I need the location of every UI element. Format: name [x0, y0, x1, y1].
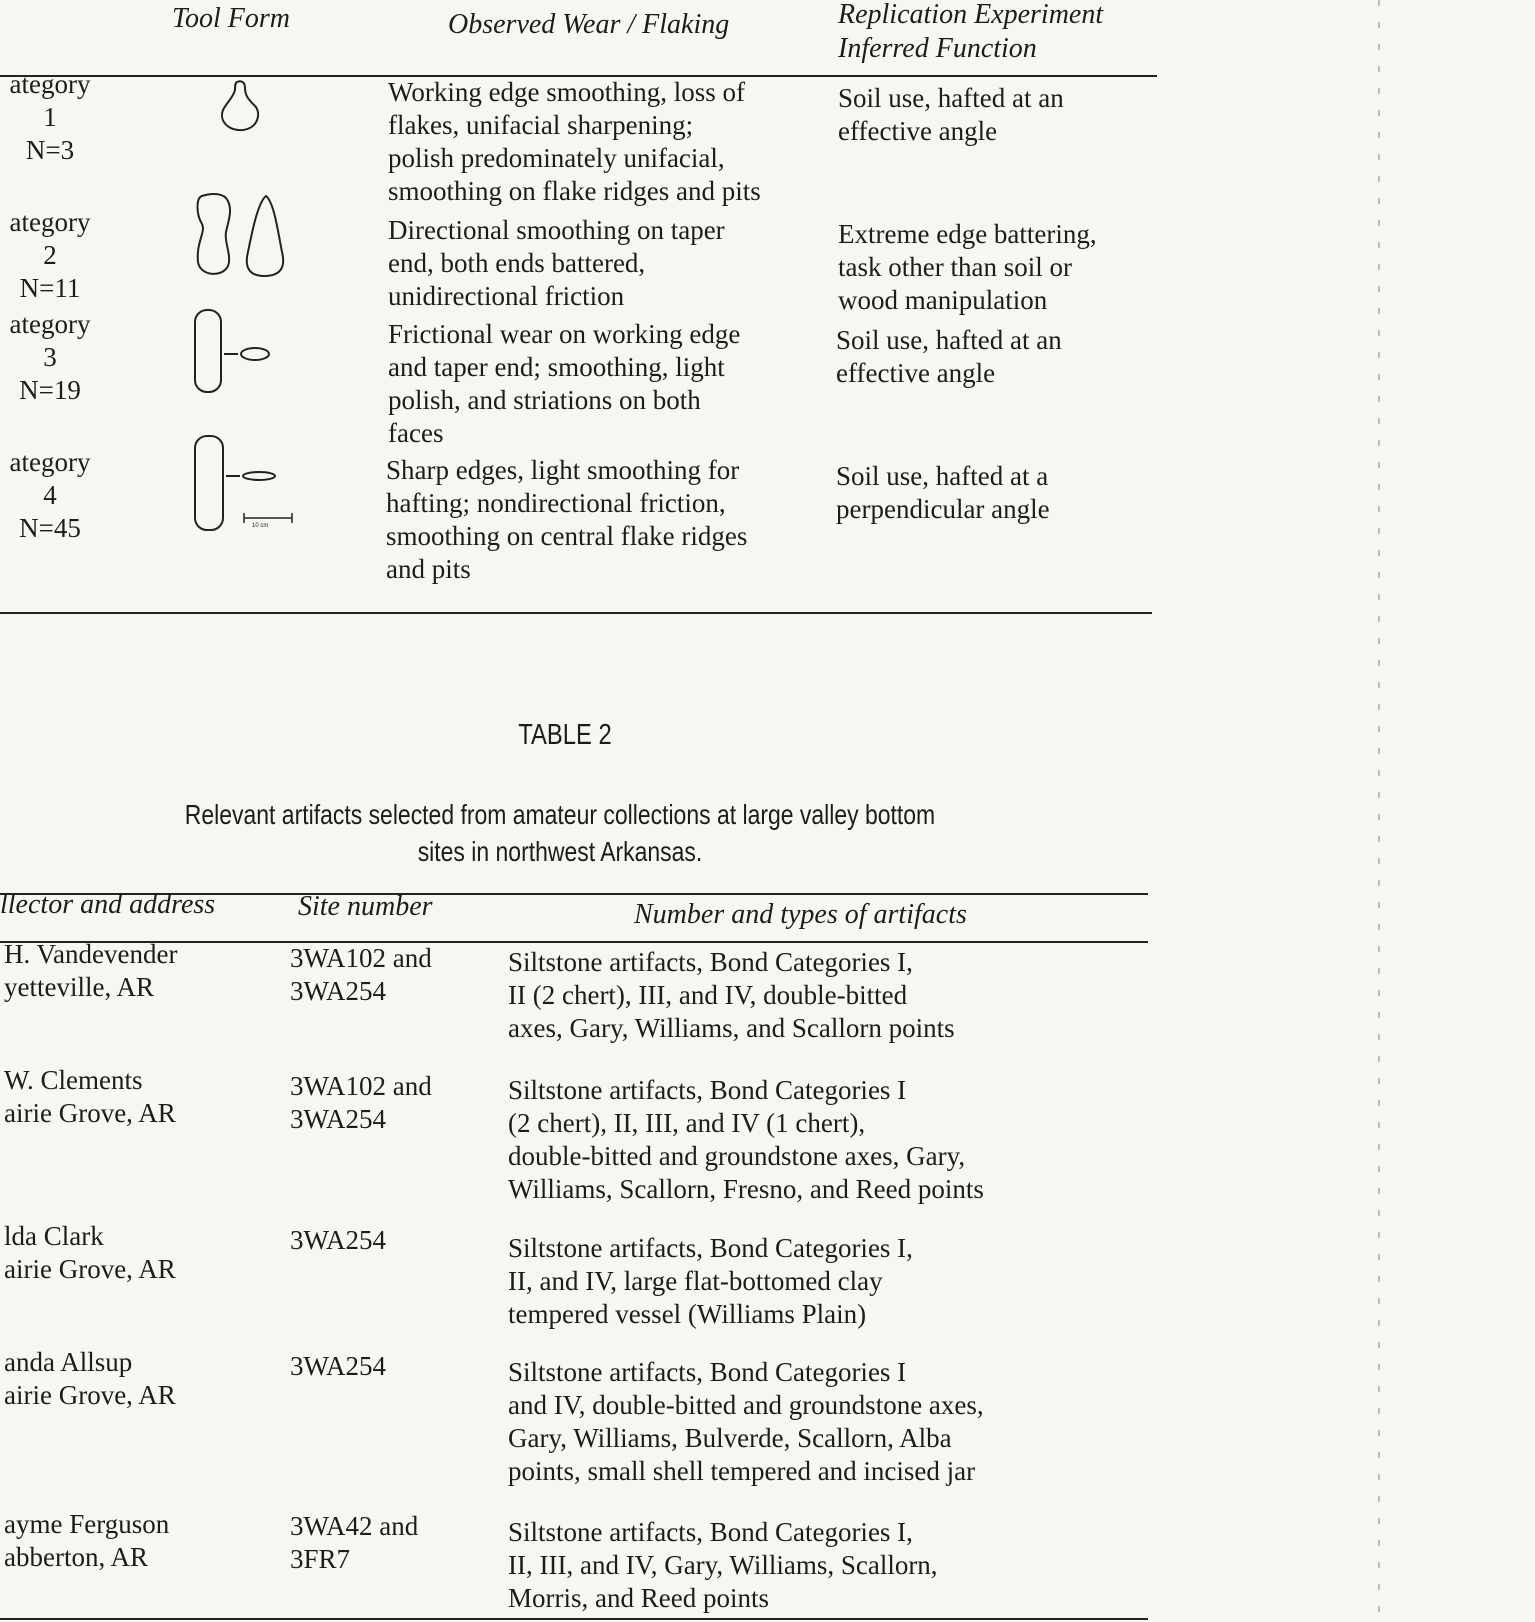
t2-row1-artifacts: Siltstone artifacts, Bond Categories I, II (2 chert), III, and IV, double-bitted axes, Gary, Williams, and Scallorn points	[508, 947, 955, 1043]
t2-bottom-rule	[0, 1618, 1148, 1620]
t1-row1-function: Soil use, hafted at an effective angle	[838, 83, 1064, 146]
t2-row4-artifacts: Siltstone artifacts, Bond Categories I and IV, double-bitted and groundstone axes, Gary, Williams, Bulverde, Scallorn, Alba points, small shell tempered and incised jar	[508, 1357, 984, 1486]
t2-row2-collector: W. Clements airie Grove, AR	[4, 1065, 176, 1128]
tool-form-category2-icon	[192, 192, 292, 282]
t1-row2-function: Extreme edge battering, task other than soil or wood manipulation	[838, 219, 1097, 315]
t1-row2-observed: Directional smoothing on taper end, both ends battered, unidirectional friction	[388, 215, 725, 311]
t2-row3-collector: lda Clark airie Grove, AR	[4, 1221, 176, 1284]
table2-label: TABLE 2	[518, 719, 612, 751]
t1-row3-function: Soil use, hafted at an effective angle	[836, 325, 1062, 388]
t1-bottom-rule	[0, 612, 1152, 614]
tool-form-category4-icon	[192, 434, 302, 534]
t2-row5-site: 3WA42 and 3FR7	[290, 1511, 419, 1574]
page-edge-shadow	[1378, 0, 1380, 1622]
t2-header-collector: llector and address	[0, 889, 216, 920]
t2-row5-collector: ayme Ferguson abberton, AR	[4, 1509, 170, 1572]
tool-form-category3-icon	[192, 308, 292, 394]
t2-row4-site: 3WA254	[290, 1351, 386, 1381]
t1-row4-observed: Sharp edges, light smoothing for hafting; nondirectional friction, smoothing on central flake ridges and pits	[386, 455, 748, 584]
t1-row4-function: Soil use, hafted at a perpendicular angle	[836, 461, 1050, 524]
t1-row3-observed: Frictional wear on working edge and taper end; smoothing, light polish, and striations on both faces	[388, 319, 741, 448]
t2-row3-artifacts: Siltstone artifacts, Bond Categories I, II, and IV, large flat-bottomed clay tempered vessel (Williams Plain)	[508, 1233, 913, 1329]
t2-row1-site: 3WA102 and 3WA254	[290, 943, 432, 1006]
t2-row4-collector: anda Allsup airie Grove, AR	[4, 1347, 176, 1410]
t1-header-observed: Observed Wear / Flaking	[448, 9, 730, 40]
t1-scale-label: 10 cm	[252, 523, 269, 529]
t2-row1-collector: H. Vandevender yetteville, AR	[4, 939, 178, 1002]
t2-header-artifacts: Number and types of artifacts	[634, 899, 967, 930]
t2-row5-artifacts: Siltstone artifacts, Bond Categories I, II, III, and IV, Gary, Williams, Scallorn, Morris, and Reed points	[508, 1517, 938, 1613]
t1-row2-category: ategory 2 N=11	[9, 207, 91, 303]
t1-header-replication: Replication Experiment Inferred Function	[838, 0, 1104, 64]
t1-row4-category: ategory 4 N=45	[9, 447, 91, 543]
t1-row1-observed: Working edge smoothing, loss of flakes, unifacial sharpening; polish predominately unifacial, smoothing on flake ridges and pits	[388, 77, 761, 206]
t1-header-tool-form: Tool Form	[172, 3, 291, 34]
t2-header-site: Site number	[298, 891, 433, 922]
t2-row2-site: 3WA102 and 3WA254	[290, 1071, 432, 1134]
t2-row2-artifacts: Siltstone artifacts, Bond Categories I (2 chert), II, III, and IV (1 chert), double-bitted and groundstone axes, Gary, Williams, Scallorn, Fresno, and Reed points	[508, 1075, 984, 1204]
table2-caption: Relevant artifacts selected from amateur collections at large valley bottom sites in northwest Arkansas.	[184, 799, 936, 867]
t1-row1-category: ategory 1 N=3	[9, 69, 91, 165]
tool-form-category1-icon	[215, 78, 275, 138]
t1-row3-category: ategory 3 N=19	[9, 309, 91, 405]
t2-row3-site: 3WA254	[290, 1225, 386, 1255]
